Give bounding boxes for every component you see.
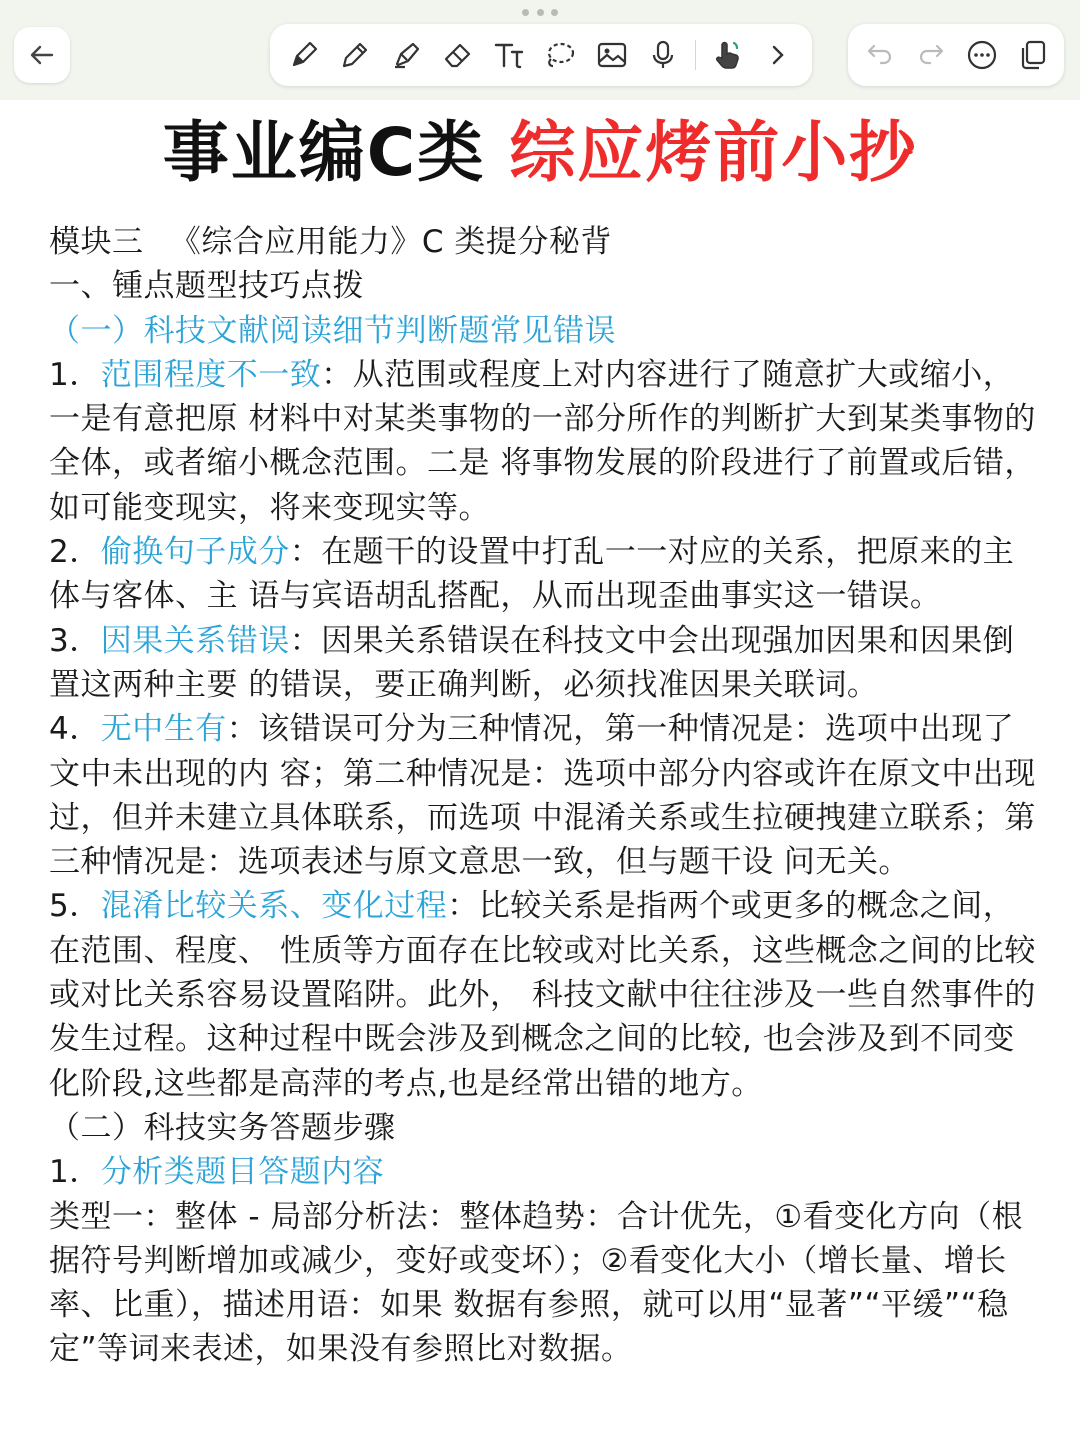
- image-tool[interactable]: [592, 35, 632, 75]
- highlighter-tool[interactable]: [386, 35, 426, 75]
- microphone-icon: [646, 38, 680, 72]
- pencil-tool[interactable]: [284, 35, 324, 75]
- module-heading: 模块三 《综合应用能力》C 类提分秘背: [49, 224, 612, 260]
- item-keyword: 因果关系错误: [100, 622, 290, 659]
- chevron-right-icon: [761, 38, 795, 72]
- subsection-heading: （一）科技文献阅读细节判断题常见错误: [49, 312, 616, 349]
- step-keyword: 分析类题目答题内容: [100, 1154, 385, 1191]
- item-keyword: 范围程度不一致: [100, 356, 322, 393]
- item-number: 1．: [49, 356, 101, 393]
- toolbar-divider: [695, 40, 696, 70]
- item-text: ：因果关系错误在科技文中会出现强加因果和因果倒置这两种主要 的错误，要正确判断，必须找准因果关联词。: [49, 622, 1015, 703]
- microphone-tool[interactable]: [643, 35, 683, 75]
- list-item: [49, 619, 1039, 708]
- lasso-icon: [543, 38, 577, 72]
- more-icon: [965, 38, 999, 72]
- hand-tool[interactable]: [707, 35, 747, 75]
- highlighter-icon: [389, 38, 423, 72]
- item-keyword: 混淆比较关系、变化过程: [100, 888, 448, 925]
- top-toolbar-area: [0, 0, 1080, 100]
- redo-icon: [914, 38, 948, 72]
- item-keyword: 偷换句子成分: [100, 534, 290, 571]
- title-part-red: 综应烤前小抄: [509, 114, 918, 191]
- back-button[interactable]: [14, 27, 70, 83]
- pen-icon: [338, 38, 372, 72]
- actions-toolbar: [848, 24, 1064, 86]
- list-item: [49, 530, 1039, 619]
- undo-button[interactable]: [860, 35, 900, 75]
- section-heading: 一、锺点题型技巧点拨: [49, 268, 364, 305]
- title-part-black: 事业编C类: [162, 114, 486, 191]
- undo-icon: [863, 38, 897, 72]
- eraser-tool[interactable]: [438, 35, 478, 75]
- step-heading: [49, 1150, 1039, 1194]
- note-content[interactable]: [49, 220, 1039, 1372]
- hand-pointer-icon: [710, 38, 744, 72]
- item-text: ：在题干的设置中打乱一一对应的关系，把原来的主体与客体、主 语与宾语胡乱搭配，从而出现歪曲事实这一错误。: [49, 534, 1015, 615]
- list-item: [49, 707, 1039, 884]
- lasso-tool[interactable]: [540, 35, 580, 75]
- pencil-icon: [287, 38, 321, 72]
- item-number: 4．: [49, 711, 101, 748]
- expand-toolbar-button[interactable]: [758, 35, 798, 75]
- item-number: 5．: [49, 888, 101, 925]
- type-paragraph: 类型一：整体 - 局部分析法：整体趋势：合计优先，①看变化方向（根据符号判断增加或减少，变好或变坏）；②看变化大小（增长量、增长率、比重），描述用语：如果 数据有参照，就可以用“显著”“平缓”“稳定”等词来表述，如果没有参照比对数据。: [49, 1198, 1024, 1368]
- item-number: 2．: [49, 534, 101, 571]
- list-item: [49, 884, 1039, 1105]
- text-icon: [492, 38, 526, 72]
- item-text: ：该错误可分为三种情况，第一种情况是：选项中出现了文中未出现的内 容；第二种情况是：选项中部分内容或许在原文中出现过，但并未建立具体联系，而选项 中混淆关系或生拉硬拽建立联系；第三种情况是：选项表述与原文意思一致，但与题干设 问无关。: [49, 711, 1036, 881]
- list-item: [49, 353, 1039, 530]
- pages-icon: [1016, 38, 1050, 72]
- back-arrow-icon: [27, 40, 57, 70]
- item-keyword: 无中生有: [100, 711, 227, 748]
- window-grabber[interactable]: [522, 8, 558, 16]
- item-text: ：从范围或程度上对内容进行了随意扩大或缩小，一是有意把原 材料中对某类事物的一部分所作的判断扩大到某类事物的全体，或者缩小概念范围。二是 将事物发展的阶段进行了前置或后错，如可能变现实，将来变现实等。: [49, 356, 1036, 526]
- subsection-heading-2: （二）科技实务答题步骤: [49, 1109, 396, 1146]
- pen-tool[interactable]: [335, 35, 375, 75]
- item-number: 3．: [49, 622, 101, 659]
- step-number: 1．: [49, 1154, 101, 1191]
- text-tool[interactable]: [489, 35, 529, 75]
- pages-button[interactable]: [1013, 35, 1053, 75]
- redo-button[interactable]: [911, 35, 951, 75]
- image-icon: [595, 38, 629, 72]
- item-text: ：比较关系是指两个或更多的概念之间，在范围、程度、 性质等方面存在比较或对比关系，这些概念之间的比较或对比关系容易设置陷阱。此外， 科技文献中往往涉及一些自然事件的发生过程。这种过程中既会涉及到概念之间的比较, 也会涉及到不同变化阶段,这些都是高萍的考点,也是经常出错的地方。: [49, 888, 1036, 1102]
- drawing-toolbar: [270, 24, 812, 86]
- page-title: [0, 108, 1080, 198]
- more-button[interactable]: [962, 35, 1002, 75]
- eraser-icon: [441, 38, 475, 72]
